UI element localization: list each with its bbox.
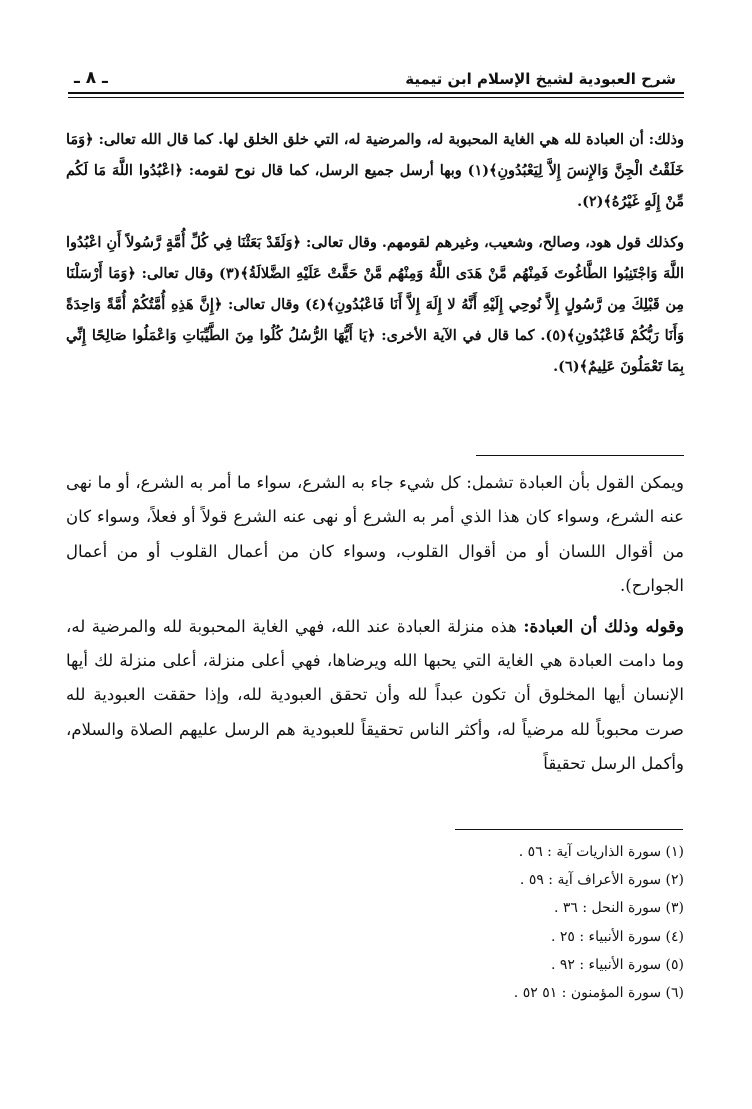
commentary-paragraph-2 — [66, 609, 684, 782]
quoted-paragraph-1: وذلك: أن العبادة لله هي الغاية المحبوبة له، والمرضية له، التي خلق الخلق لها. كما قال الله تعالى: ﴿وَمَا خَلَقْتُ الْجِنَّ وَالإِنسَ إِلاَّ لِيَعْبُدُونِ﴾(١) وبها أرسل جميع الرسل، كما قال نوح لقومه: ﴿اعْبُدُوا اللَّهَ مَا لَكُم مِّنْ إِلَهٍ غَيْرُهُ﴾(٢). — [66, 131, 684, 210]
footnotes-list — [514, 838, 684, 1007]
running-title: شرح العبودية لشيخ الإسلام ابن تيمية — [405, 70, 676, 88]
footnote-item: (٢) سورة الأعراف آية : ٥٩ . — [519, 872, 684, 889]
header-rule — [68, 92, 684, 94]
quoted-paragraph-2: وكذلك قول هود، وصالح، وشعيب، وغيرهم لقومهم. وقال تعالى: ﴿وَلَقَدْ بَعَثْنَا فِي كُلِّ أُمَّةٍ رَّسُولاً أَنِ اعْبُدُوا اللَّهَ وَاجْتَنِبُوا الطَّاغُوتَ فَمِنْهُم مَّنْ هَدَى اللَّهُ وَمِنْهُم مَّنْ حَقَّتْ عَلَيْهِ الضَّلالَةُ﴾(٣) وقال تعالى: ﴿وَمَا أَرْسَلْنَا مِن قَبْلِكَ مِن رَّسُولٍ إِلاَّ نُوحِي إِلَيْهِ أَنَّهُ لا إِلَهَ إِلاَّ أَنَا فَاعْبُدُونِ﴾(٤) وقال تعالى: ﴿إِنَّ هَذِهِ أُمَّتُكُمْ أُمَّةً وَاحِدَةً وَأَنَا رَبُّكُمْ فَاعْبُدُونِ﴾(٥). كما قال في الآية الأخرى: ﴿يَا أَيُّهَا الرُّسُلُ كُلُوا مِنَ الطَّيِّبَاتِ وَاعْمَلُوا صَالِحًا إِنِّي بِمَا تَعْمَلُونَ عَلِيمٌ﴾(٦). — [66, 234, 685, 375]
footnote-item: (٤) سورة الأنبياء : ٢٥ . — [550, 928, 684, 945]
commentary-block — [66, 466, 684, 787]
header-rule-thin — [68, 97, 684, 98]
footnote-item: (٥) سورة الأنبياء : ٩٢ . — [550, 956, 684, 973]
footnote-item: (٦) سورة المؤمنون : ٥١ ٥٢ . — [513, 984, 684, 1001]
section-separator — [476, 455, 684, 456]
commentary-paragraph-2-text: هذه منزلة العبادة عند الله، فهي الغاية المحبوبة لله والمرضية له، وما دامت العبادة هي الغاية التي يحبها الله ويرضاها، فهي أعلى منزلة، أعلى منزلة لك أيها الإنسان أيها المخلوق أن تكون عبداً لله وأن تحقق العبودية لله، وإذا حققت العبودية لله صرت محبوباً لله مرضياً له، وأكثر الناس تحقيقاً للعبودية هم الرسل عليهم الصلاة والسلام، وأكمل الرسل تحقيقاً — [66, 616, 684, 774]
footnote-separator — [455, 829, 683, 830]
footnote-item: (١) سورة الذاريات آية : ٥٦ . — [518, 844, 684, 860]
page-number: ـ ٨ ـ — [74, 68, 108, 88]
footnote-item: (٣) سورة النحل : ٣٦ . — [553, 900, 684, 917]
page-header — [68, 64, 684, 94]
commentary-lead: وقوله وذلك أن العبادة: — [523, 615, 684, 636]
commentary-paragraph-1: ويمكن القول بأن العبادة تشمل: كل شيء جاء به الشرع، سواء ما أمر به الشرع، أو ما نهى عنه الشرع، وسواء كان هذا الذي أمر به الشرع أو نهى عنه الشرع قولاً أو فعلاً، وسواء كان من أقوال اللسان أو من أقوال القلوب، وسواء كان من أعمال القلوب أو من أعمال الجوارح). — [66, 473, 684, 596]
quoted-text-block — [66, 124, 684, 382]
